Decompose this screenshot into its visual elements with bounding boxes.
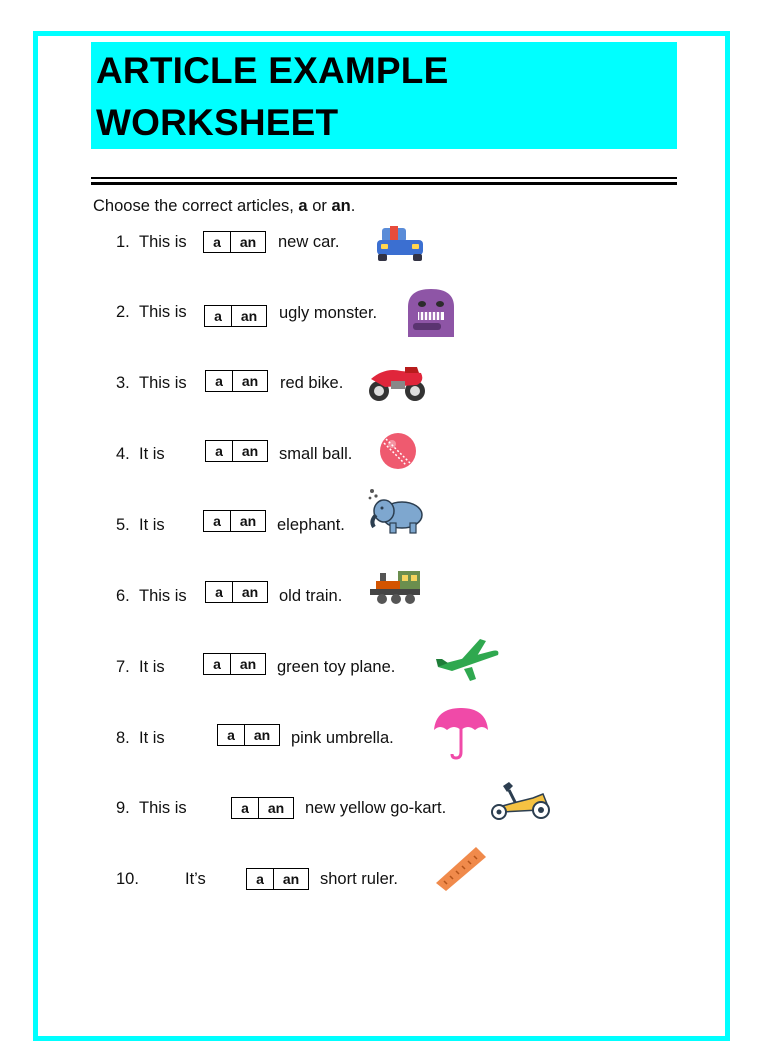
question-3	[0, 367, 768, 427]
option-a[interactable]: a	[218, 725, 245, 745]
page-title-line-1: ARTICLE EXAMPLE	[96, 50, 449, 91]
question-rest: new yellow go-kart.	[305, 799, 447, 817]
divider-thin	[91, 177, 677, 179]
option-an[interactable]: an	[253, 727, 271, 743]
article-choice-box	[203, 653, 266, 675]
option-an[interactable]: an	[241, 373, 259, 389]
instruction-option-an: an	[331, 197, 351, 215]
option-an[interactable]: an	[239, 513, 257, 529]
option-a[interactable]: a	[232, 798, 259, 818]
instruction-period: .	[350, 197, 356, 215]
option-an[interactable]: an	[241, 443, 259, 459]
article-choice-box	[204, 305, 267, 327]
instruction-option-a: a	[298, 197, 308, 215]
option-a[interactable]: a	[204, 654, 231, 674]
option-a[interactable]: a	[205, 306, 232, 326]
question-rest: small ball.	[279, 445, 353, 463]
question-number: 8.	[116, 729, 130, 747]
question-number: 7.	[116, 658, 130, 676]
option-a[interactable]: a	[206, 441, 233, 461]
question-1	[0, 227, 768, 287]
option-a[interactable]: a	[247, 869, 274, 889]
question-stem: This is	[139, 374, 187, 392]
question-number: 9.	[116, 799, 130, 817]
question-number: 6.	[116, 587, 130, 605]
option-a[interactable]: a	[206, 371, 233, 391]
question-number: 3.	[116, 374, 130, 392]
question-rest: old train.	[279, 587, 343, 605]
question-stem: It’s	[185, 870, 206, 888]
plane-icon	[436, 637, 502, 683]
option-an[interactable]: an	[240, 308, 258, 324]
article-choice-box	[246, 868, 309, 890]
option-a[interactable]: a	[206, 582, 233, 602]
car-icon	[375, 225, 425, 265]
question-9	[0, 787, 768, 847]
article-choice-box	[217, 724, 280, 746]
question-stem: This is	[139, 799, 187, 817]
divider-thick	[91, 182, 677, 185]
ball-icon	[378, 431, 418, 471]
question-stem: It is	[139, 445, 165, 463]
option-a[interactable]: a	[204, 511, 231, 531]
question-stem: It is	[139, 658, 165, 676]
instruction-text: Choose the correct articles,	[93, 197, 299, 215]
question-8	[0, 717, 768, 777]
option-an[interactable]: an	[267, 800, 285, 816]
question-number: 10.	[116, 870, 139, 888]
question-stem: It is	[139, 729, 165, 747]
option-an[interactable]: an	[239, 234, 257, 250]
question-stem: This is	[139, 587, 187, 605]
article-choice-box	[231, 797, 294, 819]
option-a[interactable]: a	[204, 232, 231, 252]
question-rest: pink umbrella.	[291, 729, 394, 747]
question-rest: short ruler.	[320, 870, 398, 888]
article-choice-box	[205, 370, 268, 392]
question-rest: ugly monster.	[279, 304, 378, 322]
option-an[interactable]: an	[239, 656, 257, 672]
question-number: 5.	[116, 516, 130, 534]
question-rest: green toy plane.	[277, 658, 396, 676]
motorbike-icon	[365, 361, 429, 405]
question-10	[0, 857, 768, 917]
question-number: 1.	[116, 233, 130, 251]
question-number: 2.	[116, 303, 130, 321]
title-banner	[91, 42, 677, 149]
instruction-text-or: or	[307, 197, 332, 215]
question-7	[0, 647, 768, 707]
page-title-line-2: WORKSHEET	[96, 102, 339, 143]
umbrella-icon	[432, 706, 490, 760]
ruler-icon	[434, 845, 490, 893]
option-an[interactable]: an	[282, 871, 300, 887]
option-an[interactable]: an	[241, 584, 259, 600]
question-rest: elephant.	[277, 516, 345, 534]
go-kart-icon	[487, 780, 555, 822]
question-rest: new car.	[278, 233, 340, 251]
question-6	[0, 577, 768, 637]
question-5	[0, 507, 768, 567]
question-stem: This is	[139, 303, 187, 321]
question-number: 4.	[116, 445, 130, 463]
article-choice-box	[203, 231, 266, 253]
article-choice-box	[203, 510, 266, 532]
train-icon	[368, 567, 424, 607]
article-choice-box	[205, 440, 268, 462]
question-rest: red bike.	[280, 374, 344, 392]
instructions	[93, 197, 355, 216]
article-choice-box	[205, 581, 268, 603]
monster-icon	[404, 287, 458, 339]
question-2	[0, 297, 768, 357]
elephant-icon	[366, 487, 424, 535]
question-stem: It is	[139, 516, 165, 534]
question-stem: This is	[139, 233, 187, 251]
